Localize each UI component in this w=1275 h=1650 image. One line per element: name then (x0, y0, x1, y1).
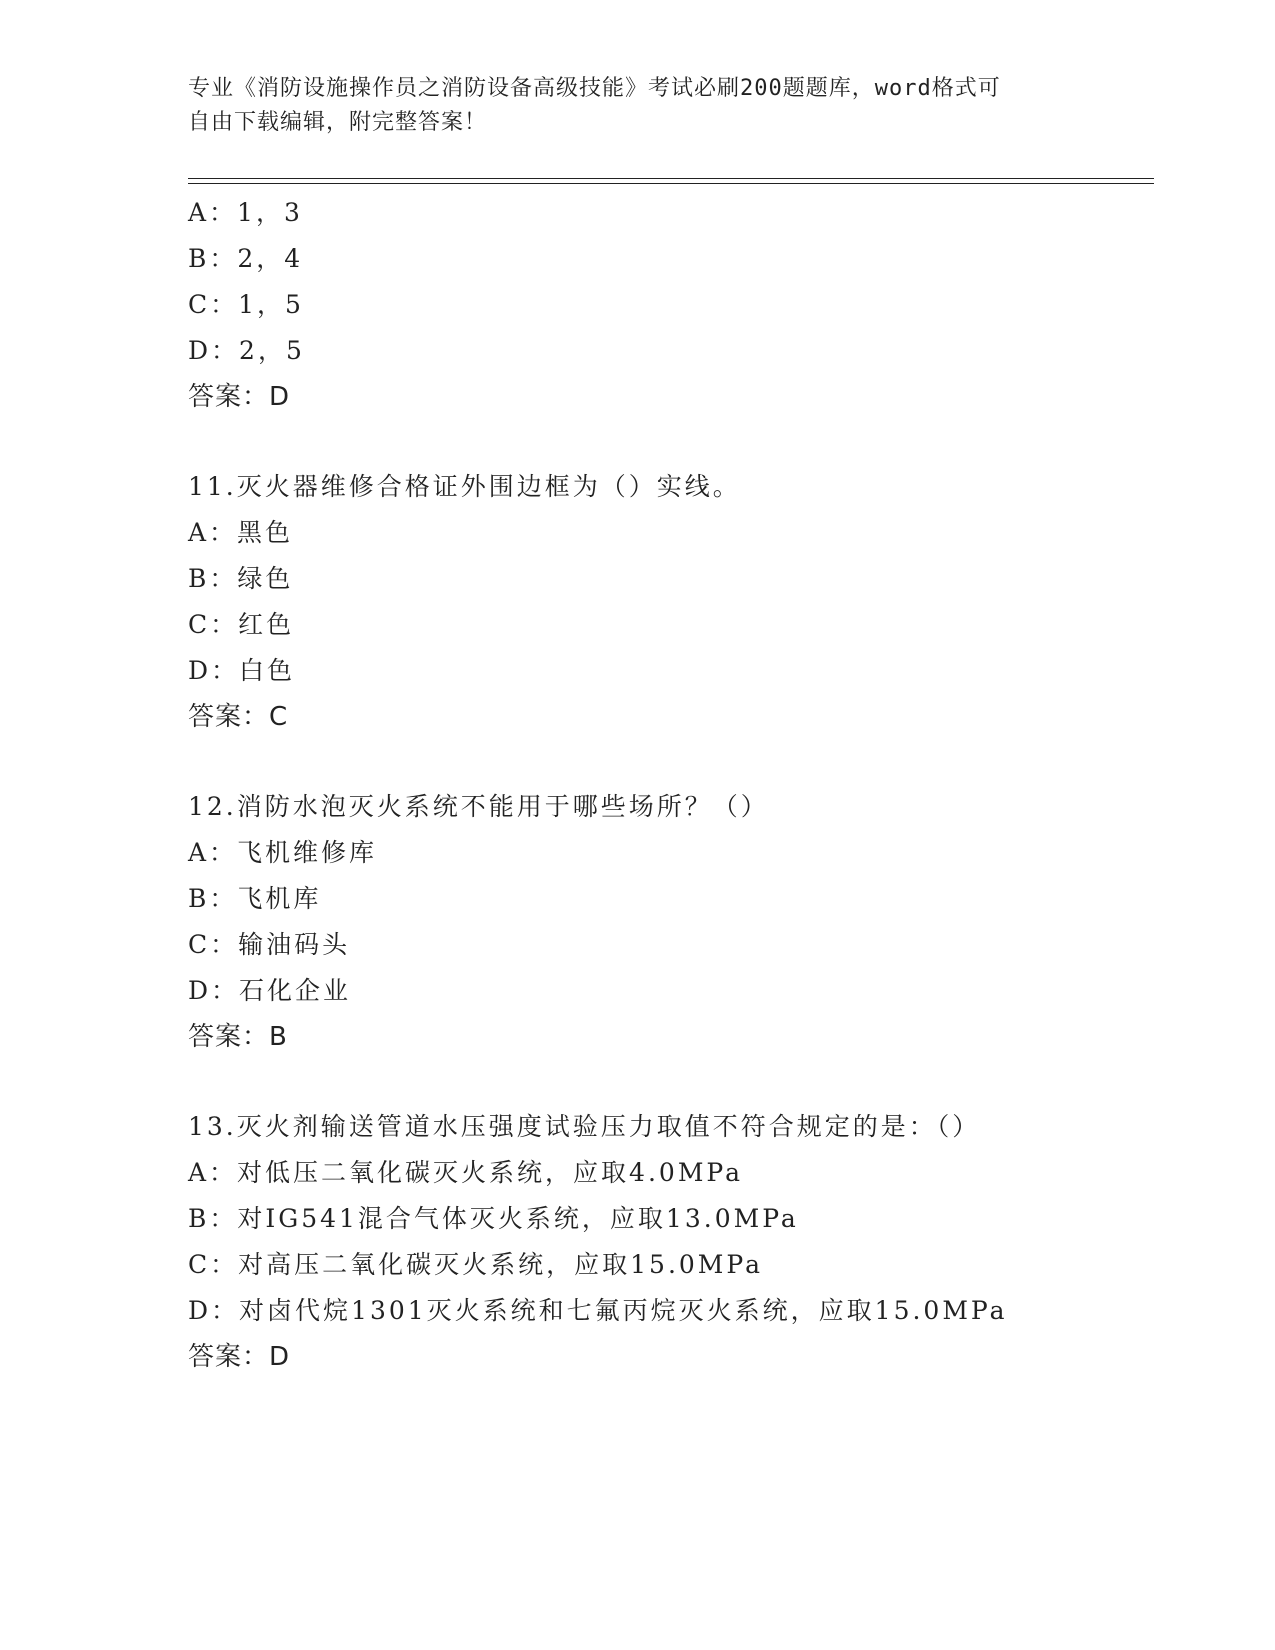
answer-line: 答案：C (188, 702, 289, 732)
option-d: D：白色 (188, 656, 296, 685)
question-12 (188, 784, 1168, 1060)
option-b: B：2，4 (188, 244, 304, 273)
option-c: C：1，5 (188, 290, 304, 319)
option-a: A：黑色 (188, 518, 294, 547)
question-stem: 11.灭火器维修合格证外围边框为（）实线。 (188, 472, 741, 501)
header-line-2: 自由下载编辑，附完整答案！ (188, 110, 488, 135)
answer-line: 答案：D (188, 1342, 291, 1372)
question-stem: 13.灭火剂输送管道水压强度试验压力取值不符合规定的是：（） (188, 1112, 981, 1141)
question-list (188, 190, 1168, 1424)
header-divider-bottom (188, 183, 1154, 184)
option-c: C：输油码头 (188, 930, 351, 959)
option-c: C：红色 (188, 610, 295, 639)
question-10-continuation (188, 190, 1168, 420)
option-a: A：对低压二氧化碳灭火系统，应取4.0MPa (188, 1158, 744, 1187)
option-d: D：石化企业 (188, 976, 352, 1005)
document-header (188, 72, 1088, 140)
option-a: A：1，3 (188, 198, 303, 227)
header-line-1: 专业《消防设施操作员之消防设备高级技能》考试必刷200题题库，word格式可 (188, 76, 1001, 101)
option-c: C：对高压二氧化碳灭火系统，应取15.0MPa (188, 1250, 763, 1279)
answer-line: 答案：D (188, 382, 291, 412)
answer-line: 答案：B (188, 1022, 288, 1052)
question-13 (188, 1104, 1168, 1380)
option-d: D：对卤代烷1301灭火系统和七氟丙烷灭火系统，应取15.0MPa (188, 1296, 1008, 1325)
question-stem: 12.消防水泡灭火系统不能用于哪些场所？（） (188, 792, 769, 821)
header-divider-top (188, 178, 1154, 179)
option-b: B：对IG541混合气体灭火系统，应取13.0MPa (188, 1204, 799, 1233)
option-b: B：绿色 (188, 564, 294, 593)
option-d: D：2，5 (188, 336, 305, 365)
option-b: B：飞机库 (188, 884, 322, 913)
option-a: A：飞机维修库 (188, 838, 378, 867)
question-11 (188, 464, 1168, 740)
